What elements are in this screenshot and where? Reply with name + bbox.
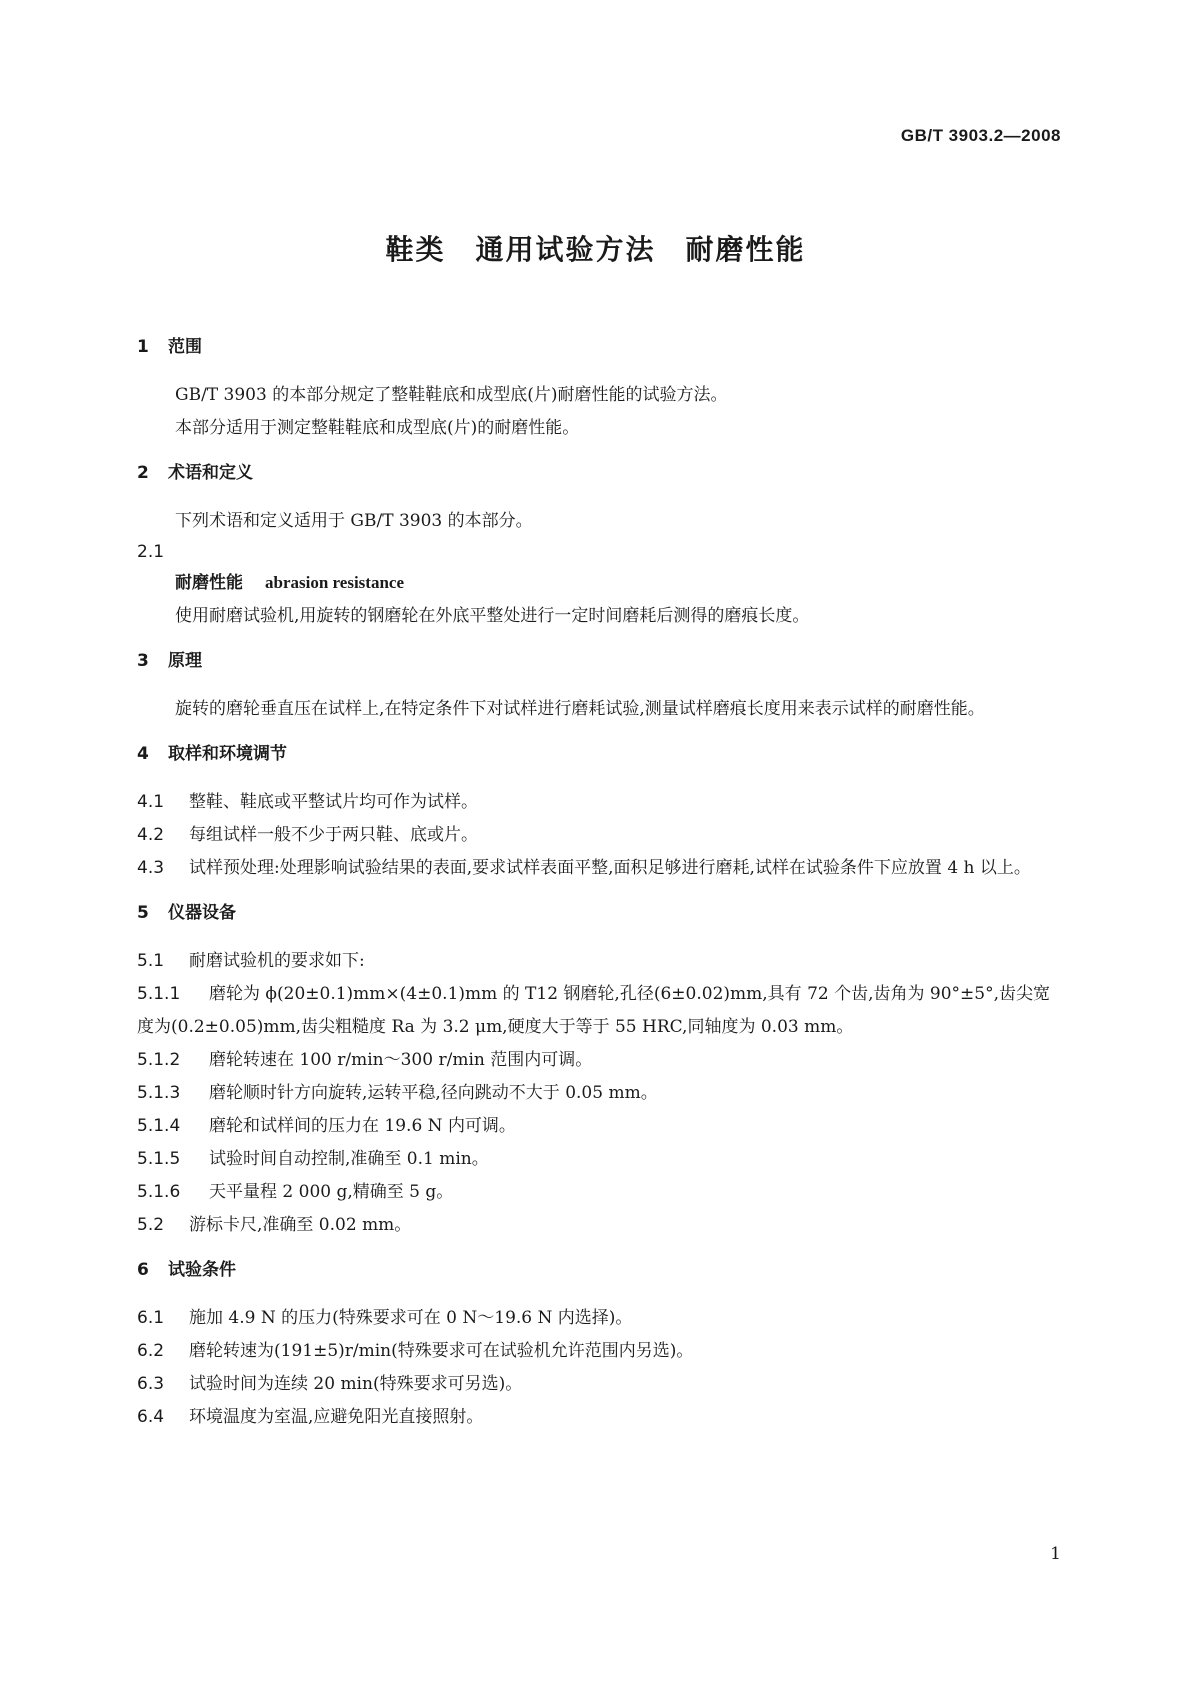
term-chinese: 耐磨性能 [175, 573, 243, 593]
section-heading-apparatus: 5 仪器设备 [137, 903, 236, 923]
paragraph: GB/T 3903 的本部分规定了整鞋鞋底和成型底(片)耐磨性能的试验方法。 [175, 385, 728, 405]
clause-item: 5.1.3 磨轮顺时针方向旋转,运转平稳,径向跳动不大于 0.05 mm。 [137, 1083, 658, 1103]
clause-item: 5.1.5 试验时间自动控制,准确至 0.1 min。 [137, 1149, 489, 1169]
section-heading-terms: 2 术语和定义 [137, 463, 253, 483]
clause-item: 6.1 施加 4.9 N 的压力(特殊要求可在 0 N～19.6 N 内选择)。 [137, 1308, 633, 1328]
clause-item: 5.1.4 磨轮和试样间的压力在 19.6 N 内可调。 [137, 1116, 516, 1136]
clause-item: 6.3 试验时间为连续 20 min(特殊要求可另选)。 [137, 1374, 523, 1394]
paragraph: 旋转的磨轮垂直压在试样上,在特定条件下对试样进行磨耗试验,测量试样磨痕长度用来表示试样的耐磨性能。 [175, 699, 985, 719]
standard-code: GB/T 3903.2—2008 [900, 126, 1061, 145]
clause-item: 4.3 试样预处理:处理影响试验结果的表面,要求试样表面平整,面积足够进行磨耗,试样在试验条件下应放置 4 h 以上。 [137, 858, 1031, 878]
clause-item: 5.1.2 磨轮转速在 100 r/min～300 r/min 范围内可调。 [137, 1050, 593, 1070]
section-heading-sampling: 4 取样和环境调节 [137, 744, 287, 764]
page-number: 1 [1050, 1544, 1061, 1564]
document-title: 鞋类 通用试验方法 耐磨性能 [385, 233, 806, 266]
clause-number: 2.1 [137, 542, 165, 562]
clause-item: 4.2 每组试样一般不少于两只鞋、底或片。 [137, 825, 478, 845]
clause-item: 4.1 整鞋、鞋底或平整试片均可作为试样。 [137, 792, 478, 812]
section-heading-principle: 3 原理 [137, 651, 202, 671]
term-entry [137, 566, 1061, 600]
document-body [137, 335, 1061, 1434]
clause-item: 5.1 耐磨试验机的要求如下: [137, 951, 365, 971]
section-heading-test-conditions: 6 试验条件 [137, 1260, 236, 1280]
clause-item: 6.4 环境温度为室温,应避免阳光直接照射。 [137, 1407, 484, 1427]
clause-item: 5.1.6 天平量程 2 000 g,精确至 5 g。 [137, 1182, 454, 1202]
paragraph: 下列术语和定义适用于 GB/T 3903 的本部分。 [175, 511, 533, 531]
section-heading-scope: 1 范围 [137, 337, 202, 357]
paragraph: 本部分适用于测定整鞋鞋底和成型底(片)的耐磨性能。 [175, 418, 580, 438]
clause-item: 6.2 磨轮转速为(191±5)r/min(特殊要求可在试验机允许范围内另选)。 [137, 1341, 694, 1361]
clause-item: 5.2 游标卡尺,准确至 0.02 mm。 [137, 1215, 412, 1235]
term-definition: 使用耐磨试验机,用旋转的钢磨轮在外底平整处进行一定时间磨耗后测得的磨痕长度。 [175, 606, 810, 626]
clause-item: 5.1.1 磨轮为 ϕ(20±0.1)mm×(4±0.1)mm 的 T12 钢磨轮,孔径(6±0.02)mm,具有 72 个齿,齿角为 90°±5°,齿尖宽度为(0.2±0.05)mm,齿尖粗糙度 Ra 为 3.2 μm,硬度大于等于 55 HRC,同轴度为 0.03 mm。 [137, 984, 1051, 1037]
term-english: abrasion resistance [265, 573, 404, 592]
